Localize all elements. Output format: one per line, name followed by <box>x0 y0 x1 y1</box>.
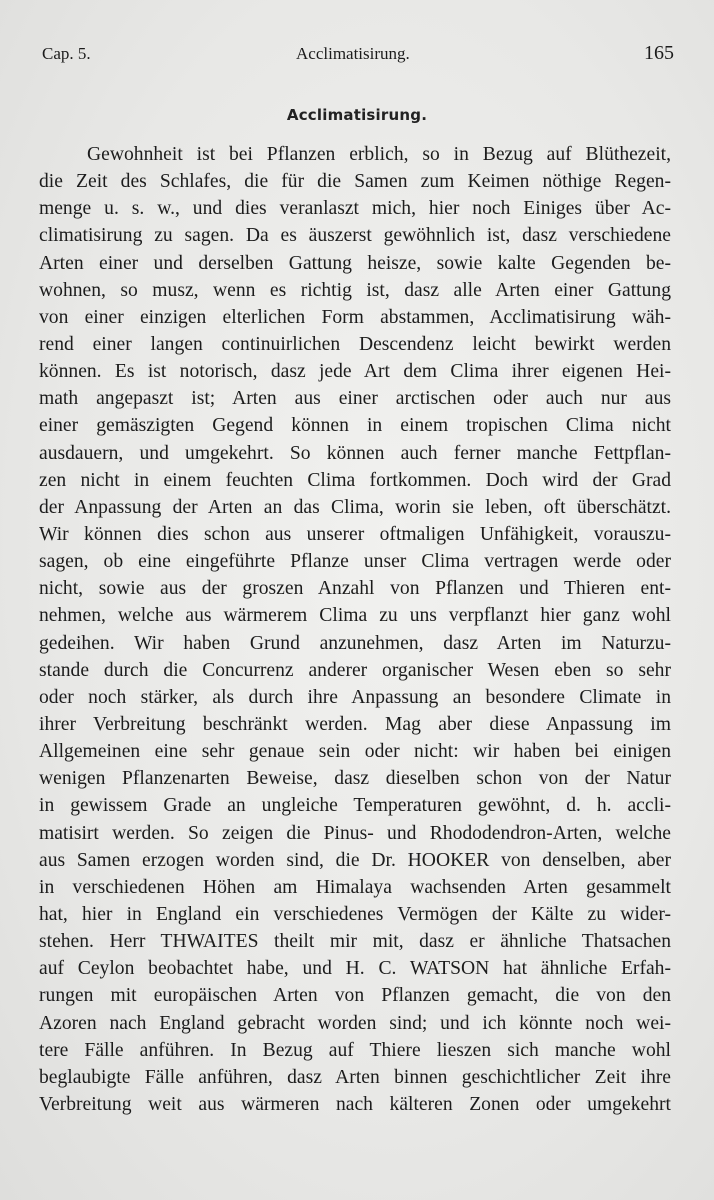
running-head <box>40 42 674 68</box>
section-heading: Acclimatisirung. <box>286 106 428 124</box>
text-line: Arten einer und derselben Gattung heisze, sowie kalte Gegenden be- <box>39 252 671 274</box>
text-line: wenigen Pflanzenarten Beweise, dasz dieselben schon von der Natur <box>39 768 671 790</box>
text-line: in verschiedenen Höhen am Himalaya wachsenden Arten gesammelt <box>39 876 671 898</box>
text-line: Allgemeinen eine sehr genaue sein oder nicht: wir haben bei einigen <box>39 741 671 763</box>
text-line: beglaubigte Fälle anführen, dasz Arten binnen geschichtlicher Zeit ihre <box>39 1066 671 1088</box>
text-line: climatisirung zu sagen. Da es äuszerst gewöhnlich ist, dasz verschiedene <box>39 225 671 247</box>
text-line: rungen mit europäischen Arten von Pflanzen gemacht, die von den <box>39 985 671 1007</box>
text-line: Wir können dies schon aus unserer oftmaligen Unfähigkeit, vorauszu- <box>39 523 671 545</box>
text-line: matisirt werden. So zeigen die Pinus- und Rhododendron-Arten, welche <box>39 822 671 844</box>
text-line: nicht, sowie aus der groszen Anzahl von Pflanzen und Thieren ent- <box>39 578 671 600</box>
text-line: in gewissem Grade an ungleiche Temperaturen gewöhnt, d. h. accli- <box>39 795 671 817</box>
text-line: Verbreitung weit aus wärmeren nach kälteren Zonen oder umgekehrt <box>39 1093 671 1115</box>
chapter-label: Cap. 5. <box>42 44 91 63</box>
text-line: hat, hier in England ein verschiedenes Vermögen der Kälte zu wider- <box>39 903 671 925</box>
text-line: ausdauern, und umgekehrt. So können auch ferner manche Fettpflan- <box>39 442 671 464</box>
text-line: oder noch stärker, als durch ihre Anpassung an besondere Climate in <box>39 686 671 708</box>
text-line: wohnen, so musz, wenn es richtig ist, dasz alle Arten einer Gattung <box>39 279 671 301</box>
text-line: nehmen, welche aus wärmerem Clima zu uns verpflanzt hier ganz wohl <box>39 605 671 627</box>
text-line: menge u. s. w., und dies veranlaszt mich, hier noch Einiges über Ac- <box>39 198 671 220</box>
text-line: die Zeit des Schlafes, die für die Samen zum Keimen nöthige Regen- <box>39 171 671 193</box>
text-line: Azoren nach England gebracht worden sind; und ich könnte noch wei- <box>39 1012 671 1034</box>
text-line: Gewohnheit ist bei Pflanzen erblich, so in Bezug auf Blüthezeit, <box>87 144 671 165</box>
body-paragraph <box>39 141 671 1118</box>
text-line: einer gemäszigten Gegend können in einem tropischen Clima nicht <box>39 415 671 437</box>
text-line: können. Es ist notorisch, dasz jede Art dem Clima ihrer eigenen Hei- <box>39 361 671 383</box>
text-line: math angepaszt ist; Arten aus einer arctischen oder auch nur aus <box>39 388 671 410</box>
text-line: von einer einzigen elterlichen Form abstammen, Acclimatisirung wäh- <box>39 306 671 328</box>
text-line: tere Fälle anführen. In Bezug auf Thiere lieszen sich manche wohl <box>39 1039 671 1061</box>
text-line: ihrer Verbreitung beschränkt werden. Mag aber diese Anpassung im <box>39 713 671 735</box>
running-title: Acclimatisirung. <box>296 44 410 63</box>
text-line: zen nicht in einem feuchten Clima fortkommen. Doch wird der Grad <box>39 469 671 491</box>
text-line: gedeihen. Wir haben Grund anzunehmen, dasz Arten im Naturzu- <box>39 632 671 654</box>
text-line: rend einer langen continuirlichen Descendenz leicht bewirkt werden <box>39 333 671 355</box>
page-number: 165 <box>644 42 674 64</box>
text-line: stehen. Herr THWAITES theilt mir mit, dasz er ähnliche Thatsachen <box>39 931 671 953</box>
text-line: sagen, ob eine eingeführte Pflanze unser Clima vertragen werde oder <box>39 551 671 573</box>
text-line: aus Samen erzogen worden sind, die Dr. HOOKER von denselben, aber <box>39 849 671 871</box>
text-line: auf Ceylon beobachtet habe, und H. C. WATSON hat ähnliche Erfah- <box>39 958 671 980</box>
text-line: stande durch die Concurrenz anderer organischer Wesen eben so sehr <box>39 659 671 681</box>
text-line: der Anpassung der Arten an das Clima, worin sie leben, oft überschätzt. <box>39 496 671 518</box>
